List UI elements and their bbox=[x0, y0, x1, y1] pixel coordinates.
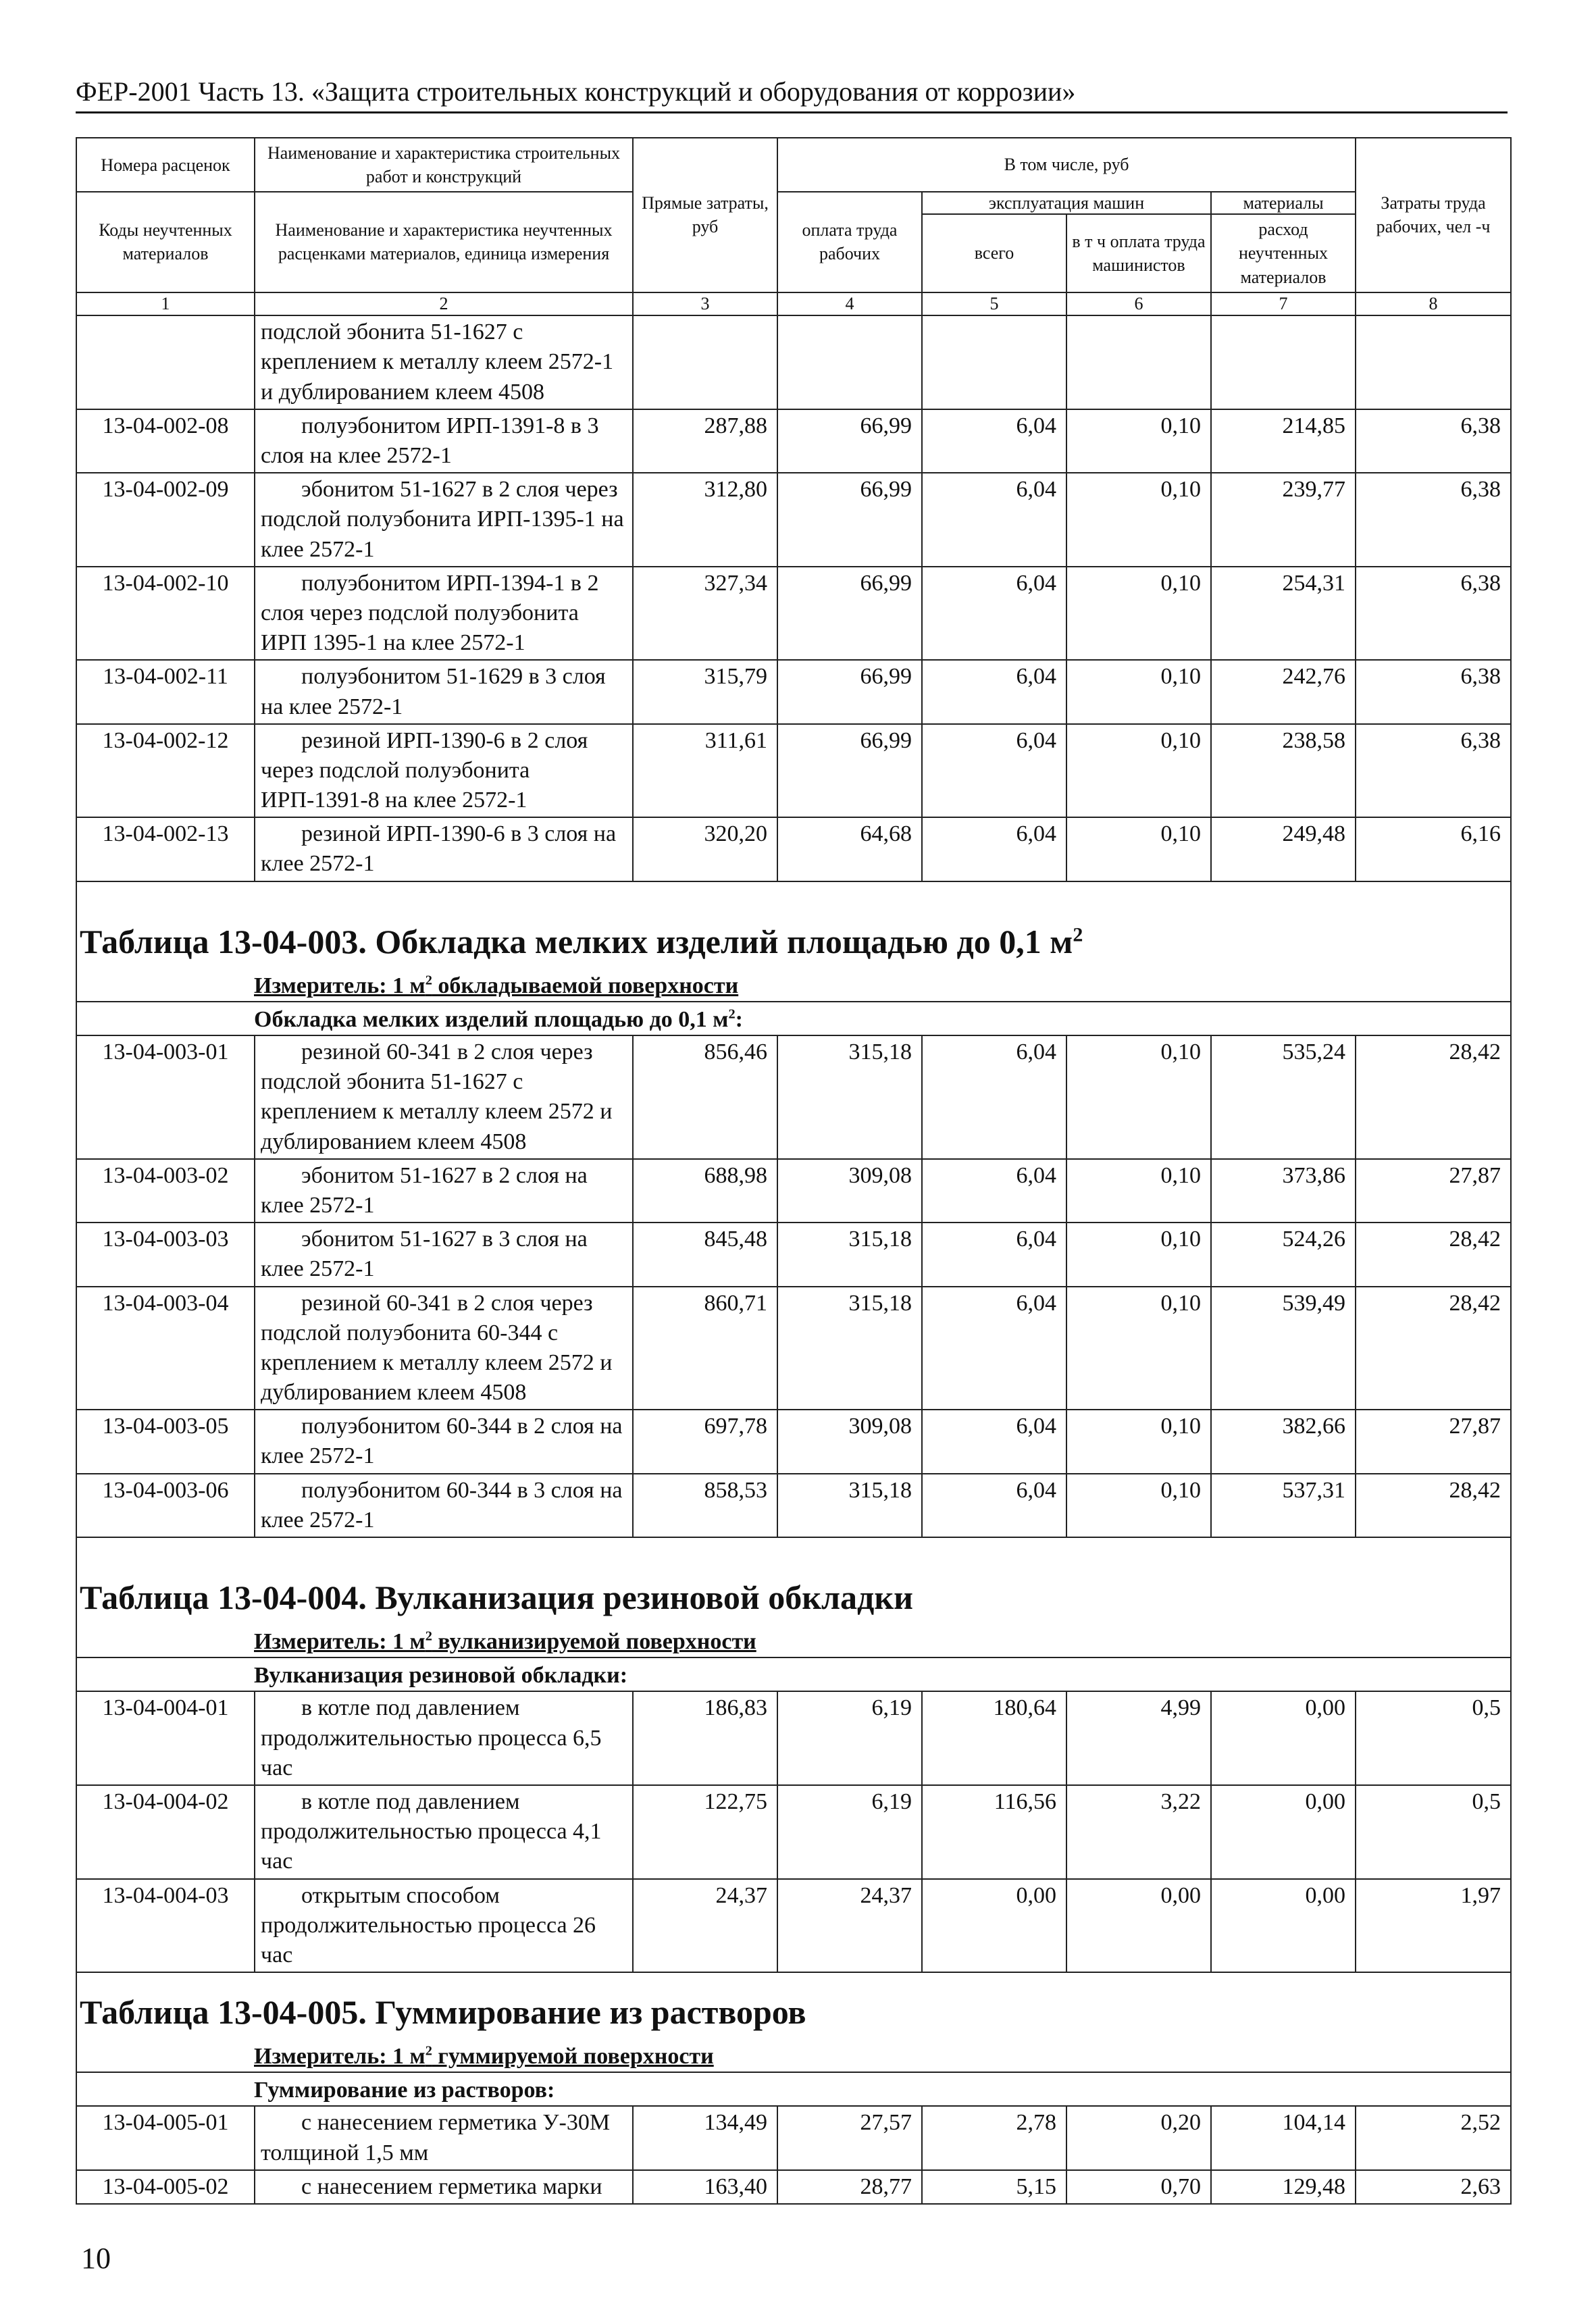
labor-hours: 0,5 bbox=[1356, 1785, 1511, 1879]
rate-description-text: полуэбонитом 60-344 в 3 слоя на клее 2572-1 bbox=[261, 1477, 623, 1533]
rate-description bbox=[255, 1035, 633, 1159]
rate-description bbox=[255, 724, 633, 818]
material-cost: 249,48 bbox=[1211, 817, 1356, 881]
section-heading bbox=[76, 1657, 1511, 1691]
labor-cost: 309,08 bbox=[777, 1410, 922, 1473]
rate-description-text: эбонитом 51-1627 в 2 слоя через подслой полуэбонита ИРП-1395-1 на клее 2572-1 bbox=[261, 477, 624, 562]
page-number: 10 bbox=[81, 2242, 111, 2275]
labor-cost: 24,37 bbox=[777, 1879, 922, 1973]
material-cost: 214,85 bbox=[1211, 409, 1356, 473]
machinist-cost: 0,10 bbox=[1066, 1474, 1211, 1537]
meter bbox=[76, 2038, 1511, 2072]
col2-header-bottom: Наименование и характеристика неучтенных расценками материалов, единица измерения bbox=[255, 192, 633, 292]
table-row bbox=[76, 1474, 1511, 1537]
table-row bbox=[76, 1879, 1511, 1973]
table-row bbox=[76, 817, 1511, 881]
labor-cost: 6,19 bbox=[777, 1785, 922, 1879]
rates-table bbox=[76, 137, 1512, 2205]
rate-description-text: с нанесением герметика У-30М толщиной 1,5 мм bbox=[261, 2110, 611, 2165]
rate-description-text: резиной ИРП-1390-6 в 3 слоя на клее 2572-1 bbox=[261, 821, 617, 877]
labor-hours: 28,42 bbox=[1356, 1035, 1511, 1159]
machinist-cost: 0,10 bbox=[1066, 1159, 1211, 1223]
rate-code: 13-04-002-12 bbox=[76, 724, 255, 818]
column-number: 8 bbox=[1356, 292, 1511, 316]
rate-description bbox=[255, 1159, 633, 1223]
col3-header: Прямые затраты, руб bbox=[633, 138, 777, 292]
table-title-sup: 2 bbox=[1073, 923, 1083, 946]
rate-description-text: резиной ИРП-1390-6 в 2 слоя через подслой полуэбонита ИРП-1391-8 на клее 2572-1 bbox=[261, 727, 588, 813]
column-number-row bbox=[76, 292, 1511, 316]
direct-cost: 163,40 bbox=[633, 2170, 777, 2204]
machinist-cost: 0,10 bbox=[1066, 473, 1211, 567]
machine-cost: 6,04 bbox=[922, 473, 1066, 567]
rate-description bbox=[255, 567, 633, 661]
labor-hours: 6,38 bbox=[1356, 567, 1511, 661]
machinist-cost: 0,10 bbox=[1066, 724, 1211, 818]
column-number: 5 bbox=[922, 292, 1066, 316]
material-cost: 254,31 bbox=[1211, 567, 1356, 661]
material-cost: 104,14 bbox=[1211, 2106, 1356, 2169]
rate-code: 13-04-004-03 bbox=[76, 1879, 255, 1973]
labor-cost: 66,99 bbox=[777, 567, 922, 661]
gap-cell bbox=[76, 881, 1511, 902]
rate-code: 13-04-005-01 bbox=[76, 2106, 255, 2169]
section-heading bbox=[76, 2072, 1511, 2106]
material-cost: 0,00 bbox=[1211, 1691, 1356, 1785]
material-cost: 239,77 bbox=[1211, 473, 1356, 567]
page-header: ФЕР-2001 Часть 13. «Защита строительных конструкций и оборудования от коррозии» bbox=[76, 76, 1076, 107]
machine-cost: 6,04 bbox=[922, 1223, 1066, 1286]
direct-cost: 287,88 bbox=[633, 409, 777, 473]
machinist-cost: 0,10 bbox=[1066, 817, 1211, 881]
direct-cost: 845,48 bbox=[633, 1223, 777, 1286]
machine-cost: 6,04 bbox=[922, 1287, 1066, 1410]
machine-cost: 6,04 bbox=[922, 1474, 1066, 1537]
material-cost: 0,00 bbox=[1211, 1879, 1356, 1973]
labor-cost: 315,18 bbox=[777, 1223, 922, 1286]
rate-description-text: полуэбонитом ИРП-1394-1 в 2 слоя через подслой полуэбонита ИРП 1395-1 на клее 2572-1 bbox=[261, 570, 599, 656]
rate-description bbox=[255, 1785, 633, 1879]
column-number: 3 bbox=[633, 292, 777, 316]
gap-cell bbox=[76, 1537, 1511, 1558]
machine-cost: 6,04 bbox=[922, 567, 1066, 661]
column-number: 1 bbox=[76, 292, 255, 316]
rate-description bbox=[255, 409, 633, 473]
table-row bbox=[76, 1691, 1511, 1785]
machinist-cost: 0,10 bbox=[1066, 409, 1211, 473]
material-cost: 524,26 bbox=[1211, 1223, 1356, 1286]
rate-description-text: с нанесением герметика марки bbox=[301, 2174, 602, 2199]
rate-code: 13-04-004-02 bbox=[76, 1785, 255, 1879]
machinist-cost: 0,10 bbox=[1066, 1035, 1211, 1159]
continuation-row bbox=[76, 315, 1511, 409]
table-row bbox=[76, 1035, 1511, 1159]
col1-header-top: Номера расценок bbox=[76, 138, 255, 192]
direct-cost: 327,34 bbox=[633, 567, 777, 661]
labor-cost: 6,19 bbox=[777, 1691, 922, 1785]
machinist-cost: 0,10 bbox=[1066, 1223, 1211, 1286]
labor-hours: 1,97 bbox=[1356, 1879, 1511, 1973]
meter-text bbox=[254, 973, 738, 998]
section-row bbox=[76, 2072, 1511, 2106]
meter-sup: 2 bbox=[425, 1628, 432, 1644]
rate-description-text: резиной 60-341 в 2 слоя через подслой эбонита 51-1627 с креплением к металлу клеем 2572 и дублированием клеем 4508 bbox=[261, 1039, 613, 1154]
rate-description-text: эбонитом 51-1627 в 3 слоя на клее 2572-1 bbox=[261, 1227, 588, 1282]
rate-description-text: полуэбонитом 60-344 в 2 слоя на клее 2572-1 bbox=[261, 1414, 623, 1469]
table-title-row bbox=[76, 1972, 1511, 2038]
machines-header: эксплуатация машин bbox=[922, 192, 1211, 214]
meter-row bbox=[76, 2038, 1511, 2072]
rate-description bbox=[255, 2106, 633, 2169]
direct-cost: 134,49 bbox=[633, 2106, 777, 2169]
meter-text bbox=[254, 2044, 714, 2069]
col1-header-bottom: Коды неучтенных материалов bbox=[76, 192, 255, 292]
rate-description bbox=[255, 1223, 633, 1286]
machinist-cost: 3,22 bbox=[1066, 1785, 1211, 1879]
table-row bbox=[76, 567, 1511, 661]
machinist-cost: 0,10 bbox=[1066, 567, 1211, 661]
table-row bbox=[76, 2170, 1511, 2204]
col2-header-top: Наименование и характеристика строительных работ и конструкций bbox=[255, 138, 633, 192]
labor-hours: 6,38 bbox=[1356, 660, 1511, 723]
header-row-2 bbox=[76, 192, 1511, 214]
column-number: 2 bbox=[255, 292, 633, 316]
rate-description bbox=[255, 1879, 633, 1973]
rate-code: 13-04-003-06 bbox=[76, 1474, 255, 1537]
table-row bbox=[76, 1287, 1511, 1410]
labor-cost: 315,18 bbox=[777, 1287, 922, 1410]
group-header: В том числе, руб bbox=[777, 138, 1356, 192]
labor-hours: 6,38 bbox=[1356, 409, 1511, 473]
machinist-cost: 0,10 bbox=[1066, 660, 1211, 723]
rate-description bbox=[255, 1691, 633, 1785]
rate-description bbox=[255, 1474, 633, 1537]
direct-cost: 186,83 bbox=[633, 1691, 777, 1785]
direct-cost: 312,80 bbox=[633, 473, 777, 567]
rate-code: 13-04-002-10 bbox=[76, 567, 255, 661]
meter-sup: 2 bbox=[425, 973, 432, 988]
rate-description-text: открытым способом продолжительностью процесса 26 час bbox=[261, 1882, 596, 1968]
machinist-cost: 0,10 bbox=[1066, 1287, 1211, 1410]
labor-hours: 6,16 bbox=[1356, 817, 1511, 881]
machine-cost: 6,04 bbox=[922, 1035, 1066, 1159]
meter-prefix: Измеритель: 1 м bbox=[254, 2044, 426, 2069]
gap-row bbox=[76, 1537, 1511, 1558]
col5-header: всего bbox=[922, 214, 1066, 292]
table-title-row bbox=[76, 1558, 1511, 1623]
direct-cost: 856,46 bbox=[633, 1035, 777, 1159]
material-cost: 129,48 bbox=[1211, 2170, 1356, 2204]
section-row bbox=[76, 1657, 1511, 1691]
header-rule bbox=[76, 111, 1508, 113]
labor-cost: 66,99 bbox=[777, 409, 922, 473]
rate-code: 13-04-002-13 bbox=[76, 817, 255, 881]
rate-description bbox=[255, 660, 633, 723]
labor-cost: 66,99 bbox=[777, 660, 922, 723]
section-text: Обкладка мелких изделий площадью до 0,1 м bbox=[254, 1006, 729, 1032]
meter-row bbox=[76, 1623, 1511, 1657]
rate-description-text: резиной 60-341 в 2 слоя через подслой полуэбонита 60-344 с креплением к металлу клеем 2572 и дублированием клеем 4508 bbox=[261, 1290, 613, 1406]
machine-cost: 6,04 bbox=[922, 409, 1066, 473]
rate-code: 13-04-004-01 bbox=[76, 1691, 255, 1785]
machine-cost: 2,78 bbox=[922, 2106, 1066, 2169]
table-row bbox=[76, 724, 1511, 818]
table-title-text: Таблица 13-04-005. Гуммирование из растворов bbox=[80, 1993, 806, 2032]
direct-cost: 858,53 bbox=[633, 1474, 777, 1537]
direct-cost: 315,79 bbox=[633, 660, 777, 723]
material-cost: 373,86 bbox=[1211, 1159, 1356, 1223]
direct-cost: 311,61 bbox=[633, 724, 777, 818]
table-row bbox=[76, 1223, 1511, 1286]
labor-cost: 66,99 bbox=[777, 473, 922, 567]
section-suffix: : bbox=[735, 1006, 743, 1032]
rate-code: 13-04-002-08 bbox=[76, 409, 255, 473]
labor-cost: 315,18 bbox=[777, 1474, 922, 1537]
section-sup: 2 bbox=[728, 1006, 736, 1022]
meter bbox=[76, 1623, 1511, 1657]
machine-cost: 6,04 bbox=[922, 724, 1066, 818]
rates-table-body bbox=[76, 138, 1511, 2204]
direct-cost: 860,71 bbox=[633, 1287, 777, 1410]
table-row bbox=[76, 660, 1511, 723]
meter-prefix: Измеритель: 1 м bbox=[254, 1629, 426, 1654]
labor-hours: 28,42 bbox=[1356, 1474, 1511, 1537]
rate-description bbox=[255, 1287, 633, 1410]
table-title-text: Таблица 13-04-004. Вулканизация резиновой обкладки bbox=[80, 1578, 913, 1616]
labor-cost: 315,18 bbox=[777, 1035, 922, 1159]
meter-sup: 2 bbox=[425, 2043, 432, 2059]
rate-code: 13-04-005-02 bbox=[76, 2170, 255, 2204]
col4-header: оплата труда рабочих bbox=[777, 192, 922, 292]
rate-code: 13-04-003-01 bbox=[76, 1035, 255, 1159]
table-row bbox=[76, 1159, 1511, 1223]
meter-row bbox=[76, 967, 1511, 1002]
direct-cost: 688,98 bbox=[633, 1159, 777, 1223]
section-text: Гуммирование из растворов: bbox=[254, 2078, 555, 2103]
meter-suffix: вулканизируемой поверхности bbox=[432, 1629, 756, 1654]
table-row bbox=[76, 2106, 1511, 2169]
labor-hours: 2,52 bbox=[1356, 2106, 1511, 2169]
rate-description-text: в котле под давлением продолжительностью процесса 4,1 час bbox=[261, 1789, 602, 1874]
material-cost: 238,58 bbox=[1211, 724, 1356, 818]
machine-cost: 0,00 bbox=[922, 1879, 1066, 1973]
labor-hours: 0,5 bbox=[1356, 1691, 1511, 1785]
labor-cost: 64,68 bbox=[777, 817, 922, 881]
meter-text bbox=[254, 1629, 756, 1654]
material-cost: 0,00 bbox=[1211, 1785, 1356, 1879]
labor-hours: 2,63 bbox=[1356, 2170, 1511, 2204]
section-row bbox=[76, 1002, 1511, 1035]
machine-cost: 6,04 bbox=[922, 1159, 1066, 1223]
direct-cost: 697,78 bbox=[633, 1410, 777, 1473]
gap-row bbox=[76, 881, 1511, 902]
material-cost: 242,76 bbox=[1211, 660, 1356, 723]
rate-code: 13-04-003-02 bbox=[76, 1159, 255, 1223]
continuation-text: подслой эбонита 51-1627 с креплением к металлу клеем 2572-1 и дублированием клеем 4508 bbox=[255, 315, 633, 409]
machinist-cost: 0,10 bbox=[1066, 1410, 1211, 1473]
meter-suffix: обкладываемой поверхности bbox=[432, 973, 739, 998]
labor-hours: 27,87 bbox=[1356, 1410, 1511, 1473]
column-number: 4 bbox=[777, 292, 922, 316]
column-number: 6 bbox=[1066, 292, 1211, 316]
meter bbox=[76, 967, 1511, 1002]
table-title-row bbox=[76, 902, 1511, 967]
machinist-cost: 0,70 bbox=[1066, 2170, 1211, 2204]
rate-description bbox=[255, 817, 633, 881]
rate-code: 13-04-003-04 bbox=[76, 1287, 255, 1410]
direct-cost: 24,37 bbox=[633, 1879, 777, 1973]
rate-description bbox=[255, 2170, 633, 2204]
table-title-text: Таблица 13-04-003. Обкладка мелких изделий площадью до 0,1 м bbox=[80, 922, 1073, 960]
materials-header: материалы bbox=[1211, 192, 1356, 214]
rate-code: 13-04-003-03 bbox=[76, 1223, 255, 1286]
labor-cost: 66,99 bbox=[777, 724, 922, 818]
machine-cost: 180,64 bbox=[922, 1691, 1066, 1785]
material-cost: 539,49 bbox=[1211, 1287, 1356, 1410]
direct-cost: 122,75 bbox=[633, 1785, 777, 1879]
col7-header: расход неучтенных материалов bbox=[1211, 214, 1356, 292]
material-cost: 537,31 bbox=[1211, 1474, 1356, 1537]
header-row-1 bbox=[76, 138, 1511, 192]
column-number: 7 bbox=[1211, 292, 1356, 316]
labor-hours: 27,87 bbox=[1356, 1159, 1511, 1223]
table-row bbox=[76, 473, 1511, 567]
table-title bbox=[76, 902, 1511, 967]
material-cost: 535,24 bbox=[1211, 1035, 1356, 1159]
labor-hours: 28,42 bbox=[1356, 1287, 1511, 1410]
meter-suffix: гуммируемой поверхности bbox=[432, 2044, 714, 2069]
machine-cost: 6,04 bbox=[922, 1410, 1066, 1473]
rate-description bbox=[255, 473, 633, 567]
labor-hours: 6,38 bbox=[1356, 724, 1511, 818]
labor-cost: 28,77 bbox=[777, 2170, 922, 2204]
table-row bbox=[76, 409, 1511, 473]
table-title bbox=[76, 1972, 1511, 2038]
table-row bbox=[76, 1410, 1511, 1473]
rate-description-text: полуэбонитом ИРП-1391-8 в 3 слоя на клее 2572-1 bbox=[261, 413, 599, 468]
machinist-cost: 0,20 bbox=[1066, 2106, 1211, 2169]
machinist-cost: 4,99 bbox=[1066, 1691, 1211, 1785]
rate-description-text: эбонитом 51-1627 в 2 слоя на клее 2572-1 bbox=[261, 1162, 588, 1218]
labor-cost: 27,57 bbox=[777, 2106, 922, 2169]
machine-cost: 6,04 bbox=[922, 817, 1066, 881]
col8-header: Затраты труда рабочих, чел -ч bbox=[1356, 138, 1511, 292]
rate-code: 13-04-003-05 bbox=[76, 1410, 255, 1473]
rate-code: 13-04-002-11 bbox=[76, 660, 255, 723]
labor-cost: 309,08 bbox=[777, 1159, 922, 1223]
rate-description-text: в котле под давлением продолжительностью процесса 6,5 час bbox=[261, 1695, 602, 1780]
rate-code: 13-04-002-09 bbox=[76, 473, 255, 567]
rate-description bbox=[255, 1410, 633, 1473]
section-text: Вулканизация резиновой обкладки: bbox=[254, 1663, 628, 1689]
machine-cost: 116,56 bbox=[922, 1785, 1066, 1879]
machinist-cost: 0,00 bbox=[1066, 1879, 1211, 1973]
meter-prefix: Измеритель: 1 м bbox=[254, 973, 426, 998]
table-row bbox=[76, 1785, 1511, 1879]
direct-cost: 320,20 bbox=[633, 817, 777, 881]
table-title bbox=[76, 1558, 1511, 1623]
col6-header: в т ч оплата труда машинистов bbox=[1066, 214, 1211, 292]
material-cost: 382,66 bbox=[1211, 1410, 1356, 1473]
machine-cost: 6,04 bbox=[922, 660, 1066, 723]
machine-cost: 5,15 bbox=[922, 2170, 1066, 2204]
section-heading bbox=[76, 1002, 1511, 1035]
labor-hours: 6,38 bbox=[1356, 473, 1511, 567]
rate-description-text: полуэбонитом 51-1629 в 3 слоя на клее 2572-1 bbox=[261, 664, 606, 719]
labor-hours: 28,42 bbox=[1356, 1223, 1511, 1286]
